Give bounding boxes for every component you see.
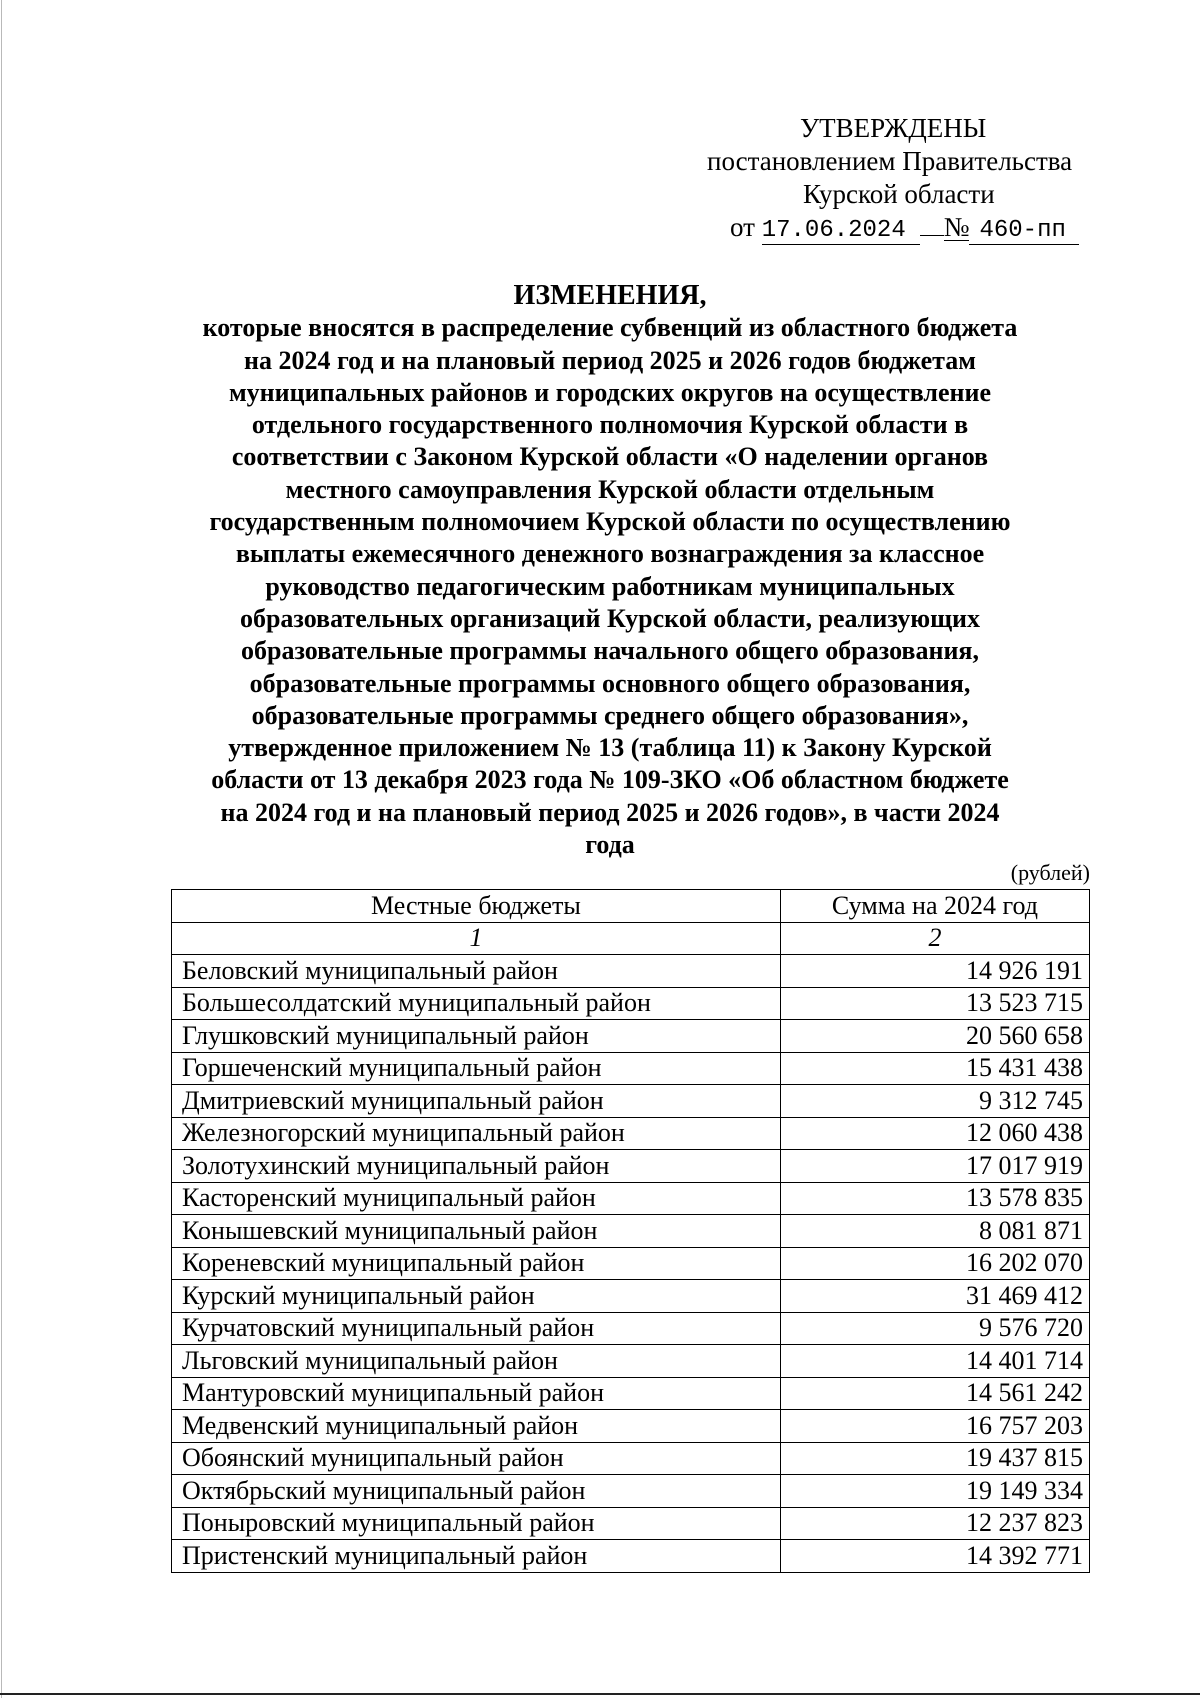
heading-line: которые вносятся в распределение субвенций из областного бюджета [202,313,1018,343]
budget-amount: 9 312 745 [780,1085,1089,1118]
table-header-row [172,890,1090,923]
budget-amount: 19 437 815 [780,1442,1089,1475]
table-row [172,1215,1090,1248]
budget-name: Медвенский муниципальный район [172,1410,781,1443]
budget-name: Октябрьский муниципальный район [172,1475,781,1508]
table-row [172,1377,1090,1410]
budget-amount: 14 401 714 [780,1345,1089,1378]
table-row [172,1410,1090,1443]
budget-amount: 14 561 242 [780,1377,1089,1410]
heading-line: образовательные программы начального общего образования, [240,636,979,666]
heading-line: выплаты ежемесячного денежного вознаграждения за классное [235,539,985,569]
heading-line: муниципальных районов и городских округов на осуществление [228,377,992,407]
table-row [172,1117,1090,1150]
approval-title: УТВЕРЖДЕНЫ [800,113,987,143]
budget-amount: 14 392 771 [780,1540,1089,1573]
table-row [172,1085,1090,1118]
approval-line-region: Курской области [803,179,995,209]
table-row [172,955,1090,988]
table-row [172,1150,1090,1183]
date-prefix: от [730,212,755,242]
budget-name: Горшеченский муниципальный район [172,1052,781,1085]
budget-amount: 12 060 438 [780,1117,1089,1150]
table-row [172,1540,1090,1573]
budget-name: Льговский муниципальный район [172,1345,781,1378]
approval-block [700,112,1100,245]
budget-name: Беловский муниципальный район [172,955,781,988]
document-heading [160,280,1060,861]
heading-line: образовательные программы основного общего образования, [249,668,971,698]
budget-amount: 15 431 438 [780,1052,1089,1085]
budget-amount: 13 578 835 [780,1182,1089,1215]
heading-line: образовательные программы среднего общего образования», [251,700,969,730]
budget-name: Пристенский муниципальный район [172,1540,781,1573]
budget-table [171,889,1090,1573]
column-header-amount: Сумма на 2024 год [780,890,1089,923]
approval-line-resolution: постановлением Правительства [707,146,1073,176]
table-row [172,1442,1090,1475]
column-number: 1 [172,922,781,955]
budget-name: Мантуровский муниципальный район [172,1377,781,1410]
table-row [172,1182,1090,1215]
table-row [172,1475,1090,1508]
budget-amount: 16 202 070 [780,1247,1089,1280]
budget-name: Дмитриевский муниципальный район [172,1085,781,1118]
column-number-row [172,922,1090,955]
table-row [172,987,1090,1020]
table-row [172,1507,1090,1540]
budget-name: Курский муниципальный район [172,1280,781,1313]
approval-date-line [700,211,1100,245]
scan-edge-left [1,0,2,1698]
budget-amount: 12 237 823 [780,1507,1089,1540]
approval-number: 460-пп [969,218,1079,245]
table-row [172,1020,1090,1053]
heading-line: на 2024 год и на плановый период 2025 и 2026 годов бюджетам [244,345,976,375]
number-sign: № [943,212,970,242]
budget-name: Обоянский муниципальный район [172,1442,781,1475]
table-row [172,1312,1090,1345]
heading-line: отдельного государственного полномочия Курской области в [251,410,969,440]
budget-amount: 13 523 715 [780,987,1089,1020]
budget-name: Железногорский муниципальный район [172,1117,781,1150]
document-title: ИЗМЕНЕНИЯ, [513,280,707,311]
budget-amount: 20 560 658 [780,1020,1089,1053]
heading-line: местного самоуправления Курской области отдельным [285,474,935,504]
budget-name: Большесолдатский муниципальный район [172,987,781,1020]
budget-amount: 14 926 191 [780,955,1089,988]
budget-name: Касторенский муниципальный район [172,1182,781,1215]
approval-date: 17.06.2024 [762,218,920,245]
budget-amount: 31 469 412 [780,1280,1089,1313]
budget-amount: 9 576 720 [780,1312,1089,1345]
column-number: 2 [780,922,1089,955]
budget-amount: 17 017 919 [780,1150,1089,1183]
heading-line: года [585,830,635,860]
table-row [172,1280,1090,1313]
budget-amount: 8 081 871 [780,1215,1089,1248]
budget-name: Курчатовский муниципальный район [172,1312,781,1345]
budget-name: Кореневский муниципальный район [172,1247,781,1280]
heading-line: государственным полномочием Курской области по осуществлению [209,507,1011,537]
heading-line: области от 13 декабря 2023 года № 109-ЗКО «Об областном бюджете [211,765,1009,795]
scan-edge-bottom [0,1693,1200,1695]
budget-name: Золотухинский муниципальный район [172,1150,781,1183]
heading-line: образовательных организаций Курской области, реализующих [239,603,981,633]
table-row [172,1247,1090,1280]
table-row [172,1345,1090,1378]
heading-line: утвержденное приложением № 13 (таблица 11) к Закону Курской [228,733,992,763]
heading-line: на 2024 год и на плановый период 2025 и 2026 годов», в части 2024 [220,797,1000,827]
table-row [172,1052,1090,1085]
budget-name: Поныровский муниципальный район [172,1507,781,1540]
heading-line: руководство педагогическим работникам муниципальных [265,571,955,601]
budget-name: Конышевский муниципальный район [172,1215,781,1248]
units-label: (рублей) [1010,860,1090,885]
heading-line: соответствии с Законом Курской области «О наделении органов [231,442,989,472]
budget-amount: 19 149 334 [780,1475,1089,1508]
budget-name: Глушковский муниципальный район [172,1020,781,1053]
column-header-budgets: Местные бюджеты [172,890,781,923]
budget-amount: 16 757 203 [780,1410,1089,1443]
